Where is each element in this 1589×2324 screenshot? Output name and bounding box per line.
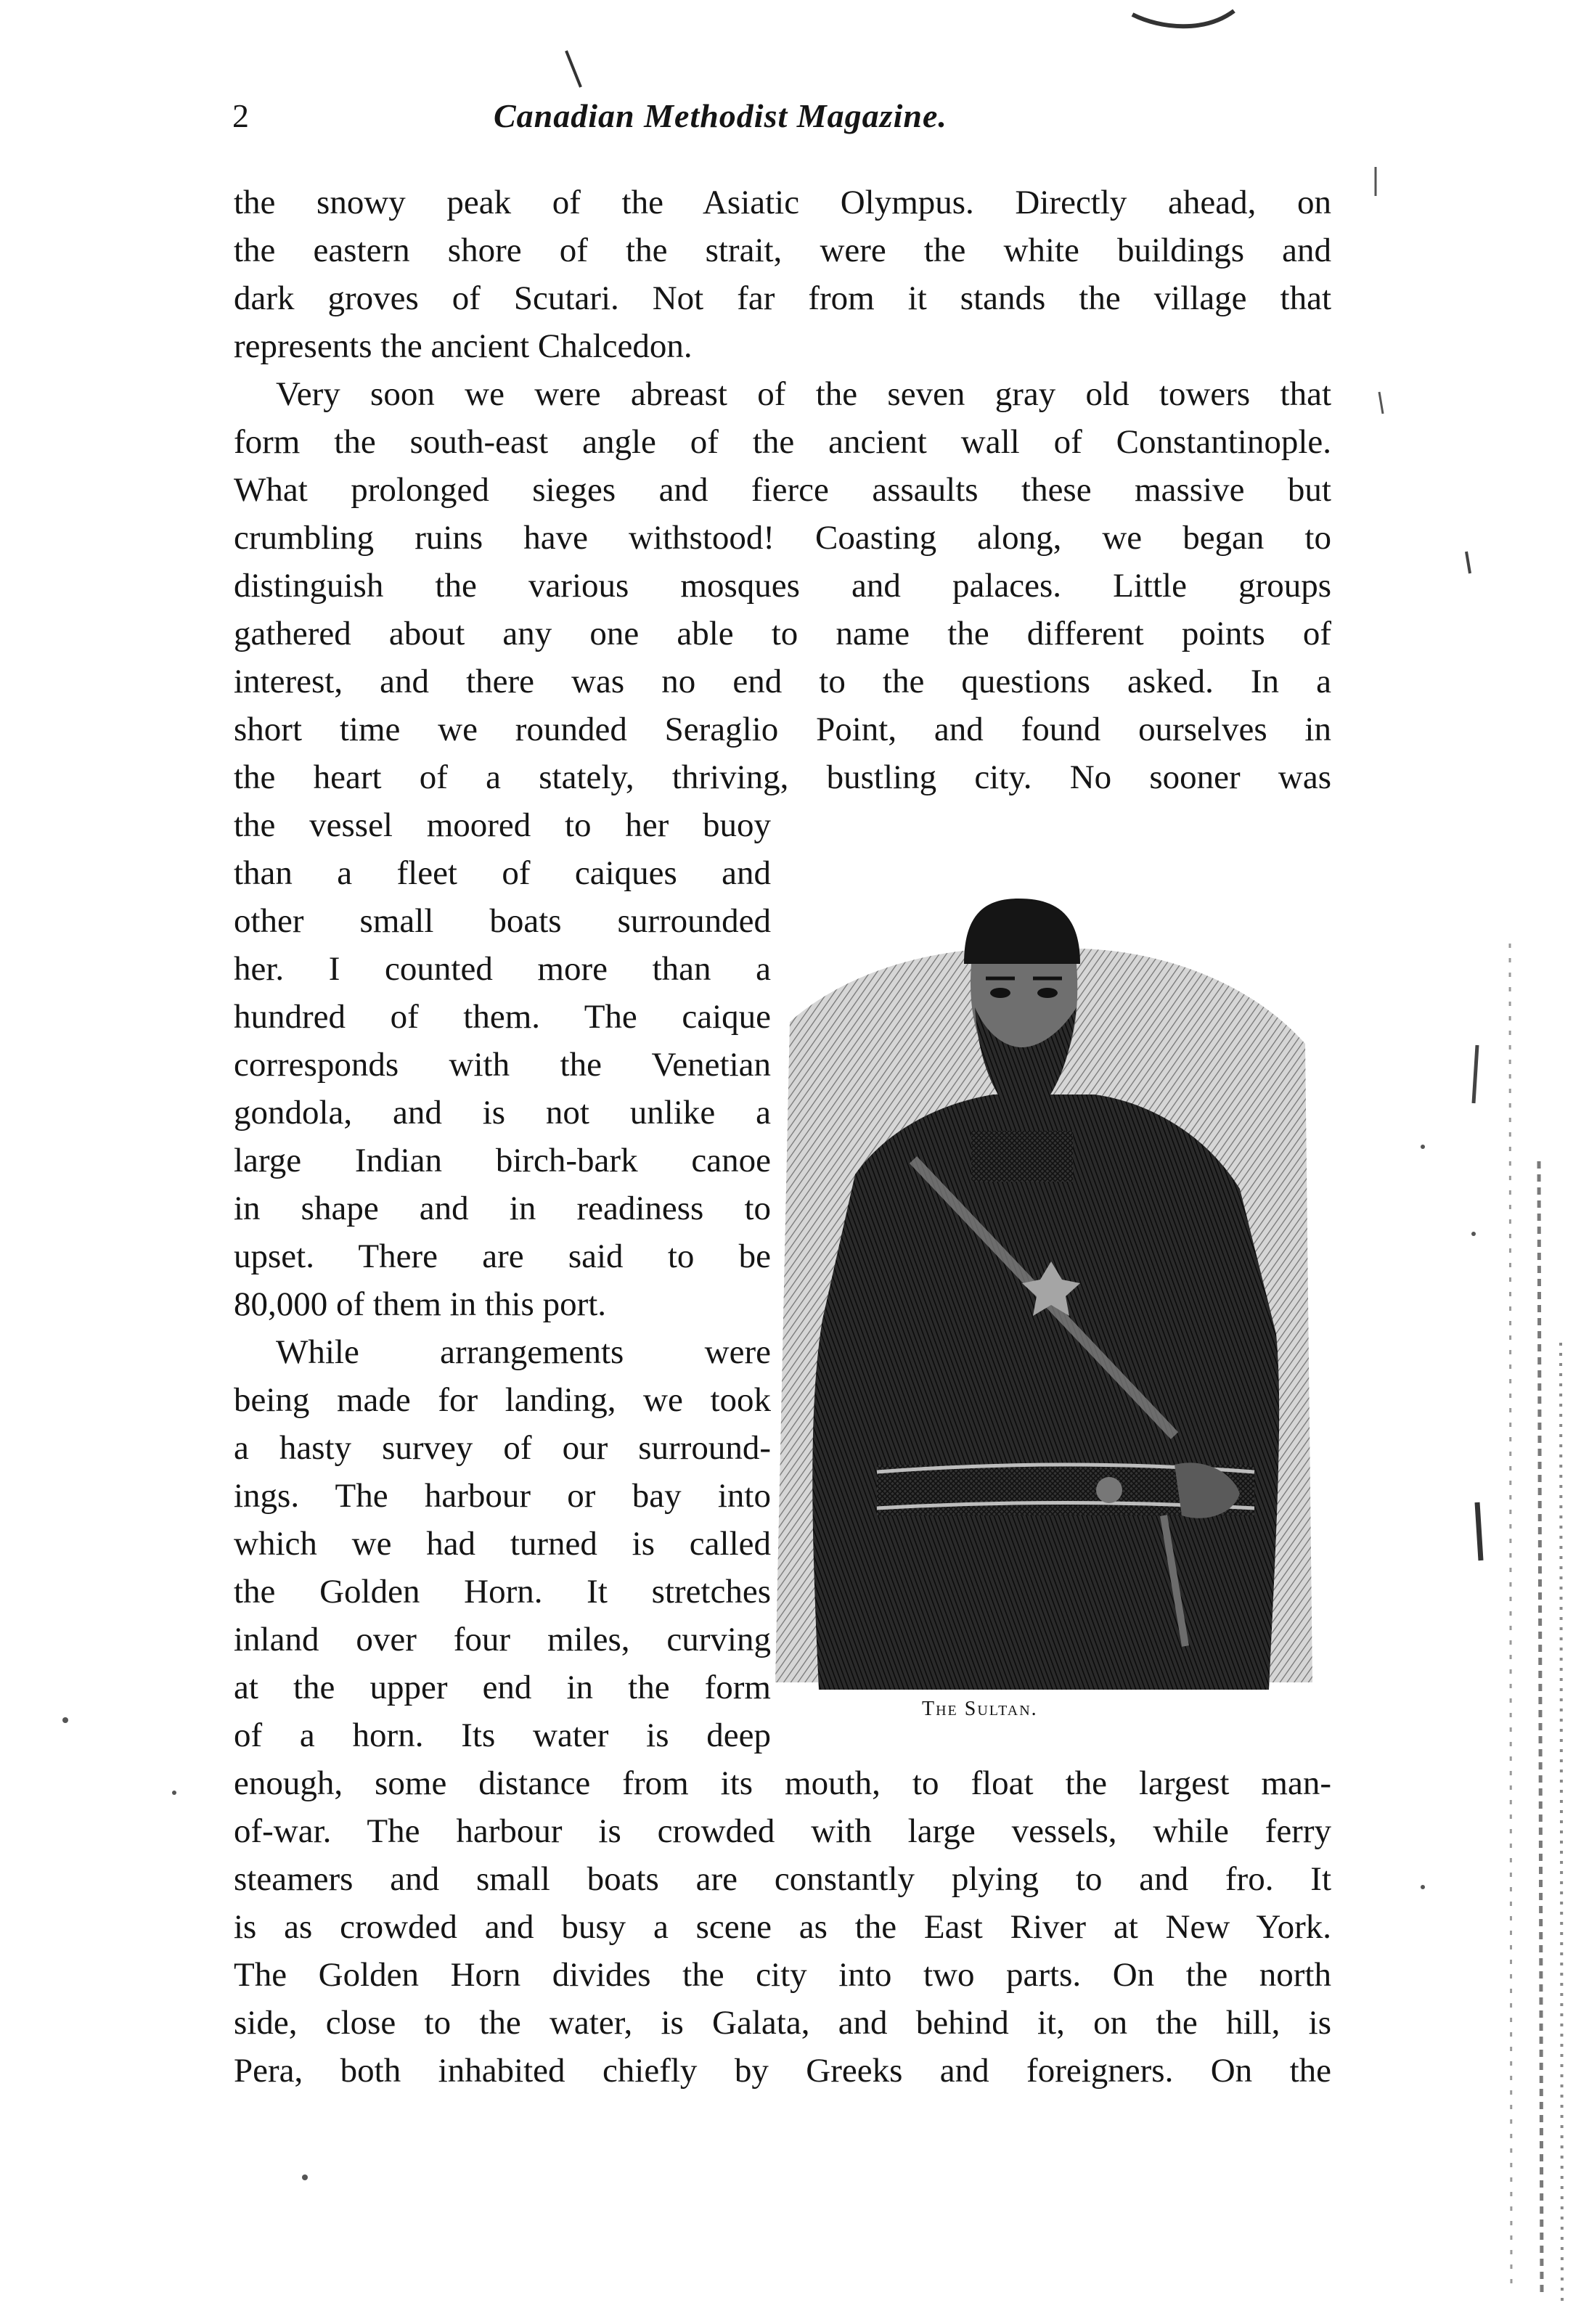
- text-line: Pera, both inhabited chiefly by Greeks and foreigners. On the: [234, 2052, 1331, 2090]
- text-line: being made for landing, we took: [234, 1381, 771, 1419]
- text-line: other small boats surrounded: [234, 902, 771, 940]
- text-line: of a horn. Its water is deep: [234, 1717, 771, 1754]
- text-line: The Golden Horn divides the city into two parts. On the north: [234, 1956, 1331, 1994]
- text-line: corresponds with the Venetian: [234, 1046, 771, 1084]
- text-line: ings. The harbour or bay into: [234, 1477, 771, 1515]
- text-line: a hasty survey of our surround-: [234, 1429, 771, 1467]
- text-line: which we had turned is called: [234, 1525, 771, 1563]
- text-line: gondola, and is not unlike a: [234, 1094, 771, 1132]
- text-line: 80,000 of them in this port.: [234, 1285, 607, 1323]
- text-line: the heart of a stately, thriving, bustling city. No sooner was: [234, 758, 1331, 796]
- text-line: dark groves of Scutari. Not far from it stands the village that: [234, 279, 1331, 317]
- text-line: her. I counted more than a: [234, 950, 771, 988]
- text-line: in shape and in readiness to: [234, 1190, 771, 1227]
- text-line: distinguish the various mosques and palaces. Little groups: [234, 567, 1331, 605]
- text-line: While arrangements were: [276, 1333, 771, 1371]
- text-line: Very soon we were abreast of the seven gray old towers that: [276, 375, 1331, 413]
- text-line: the Golden Horn. It stretches: [234, 1573, 771, 1611]
- text-line: crumbling ruins have withstood! Coasting along, we began to: [234, 519, 1331, 557]
- text-line: than a fleet of caiques and: [234, 854, 771, 892]
- page-number: 2: [232, 97, 249, 134]
- text-line: steamers and small boats are constantly plying to and fro. It: [234, 1860, 1331, 1898]
- text-line: at the upper end in the form: [234, 1669, 771, 1706]
- text-line: What prolonged sieges and fierce assaults these massive but: [234, 471, 1331, 509]
- text-line: the eastern shore of the strait, were the white buildings and: [234, 232, 1331, 269]
- text-line: side, close to the water, is Galata, and behind it, on the hill, is: [234, 2004, 1331, 2042]
- text-line: gathered about any one able to name the different points of: [234, 615, 1331, 652]
- text-line: enough, some distance from its mouth, to float the largest man-: [234, 1764, 1331, 1802]
- text-line: upset. There are said to be: [234, 1237, 771, 1275]
- text-line: short time we rounded Seraglio Point, and found ourselves in: [234, 711, 1331, 748]
- running-head: Canadian Methodist Magazine.: [494, 97, 947, 134]
- figure-caption: The Sultan.: [922, 1698, 1038, 1720]
- text-line: the vessel moored to her buoy: [234, 806, 771, 844]
- text-line: represents the ancient Chalcedon.: [234, 327, 693, 365]
- text-line: interest, and there was no end to the questions asked. In a: [234, 663, 1331, 700]
- text-line: the snowy peak of the Asiatic Olympus. Directly ahead, on: [234, 184, 1331, 221]
- text-line: form the south-east angle of the ancient wall of Constantinople.: [234, 423, 1331, 461]
- text-line: inland over four miles, curving: [234, 1621, 771, 1658]
- text-line: of-war. The harbour is crowded with large vessels, while ferry: [234, 1812, 1331, 1850]
- text-line: is as crowded and busy a scene as the East River at New York.: [234, 1908, 1331, 1946]
- text-line: hundred of them. The caique: [234, 998, 771, 1036]
- text-line: large Indian birch-bark canoe: [234, 1142, 771, 1179]
